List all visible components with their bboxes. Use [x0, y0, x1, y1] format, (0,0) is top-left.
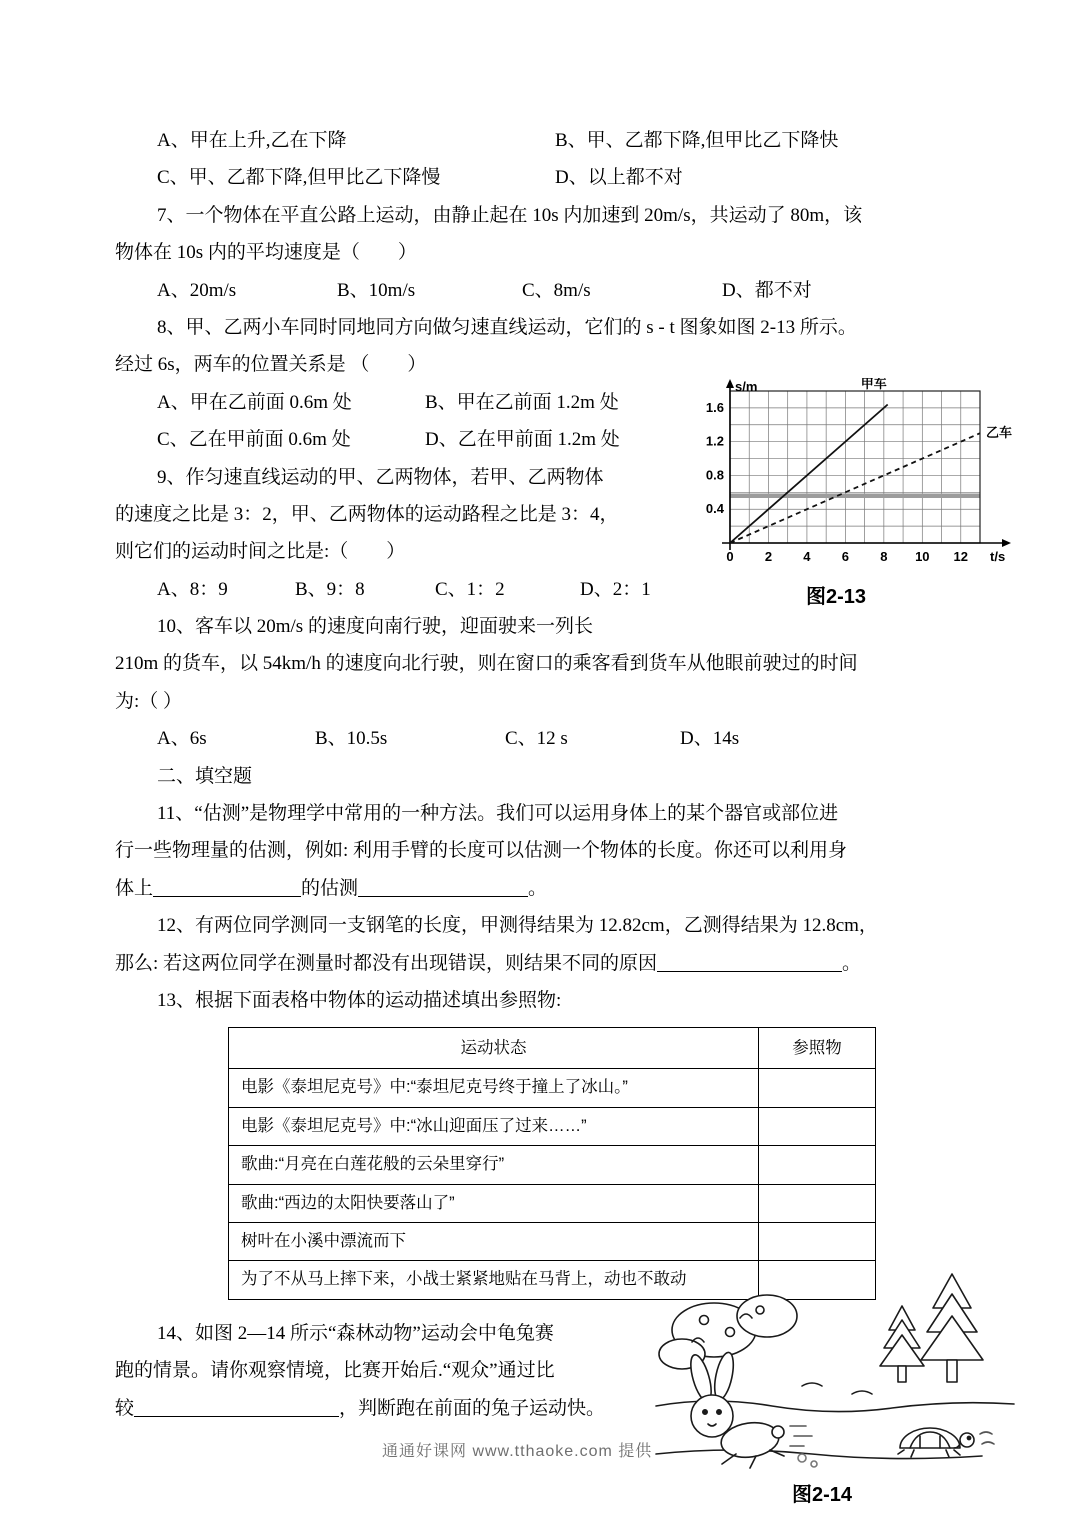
- text-line: [115, 234, 987, 271]
- text-line: [115, 197, 987, 234]
- y-tick-label: 1.2: [705, 433, 724, 449]
- text-segment: 为:（ ）: [115, 690, 183, 712]
- motion-lines: [790, 1426, 812, 1446]
- x-tick-label: 6: [841, 549, 850, 564]
- text-segment: 那么: 若这两位同学在测量时都没有出现错误，则结果不同的原因: [115, 952, 658, 974]
- text-line: [115, 795, 987, 832]
- text-segment: C、1：2: [435, 578, 505, 600]
- text-segment: B、甲在乙前面 1.2m 处: [425, 391, 619, 413]
- text-segment: A、甲在乙前面 0.6m 处: [157, 391, 352, 413]
- text-segment: D、14s: [680, 728, 740, 750]
- y-tick-label: 0.8: [705, 467, 724, 483]
- text-segment: 经过 6s，两车的位置关系是 （ ）: [115, 354, 427, 376]
- x-tick-label: 4: [803, 549, 811, 564]
- text-line: [115, 645, 987, 682]
- x-tick-label: 0: [726, 549, 734, 564]
- text-segment: 较: [115, 1397, 135, 1419]
- y-tick-label: 0.4: [705, 501, 724, 517]
- text-line: [115, 758, 987, 795]
- text-segment: B、甲、乙都下降,但甲比乙下降快: [555, 130, 839, 151]
- fill-in-blank[interactable]: [153, 876, 301, 897]
- text-segment: D、以上都不对: [555, 167, 683, 189]
- plot-frame: [730, 391, 980, 543]
- text-line: [115, 683, 987, 720]
- text-segment: A、6s: [157, 728, 207, 750]
- text-segment: B、10.5s: [315, 728, 388, 750]
- text-segment: 9、作匀速直线运动的甲、乙两物体，若甲、乙两物体: [157, 466, 604, 488]
- fill-in-blank[interactable]: [657, 951, 842, 972]
- reference-answer-cell[interactable]: [759, 1069, 876, 1107]
- table-header-row: [229, 1028, 876, 1069]
- x-tick-label: 12: [953, 549, 969, 564]
- text-segment: 7、一个物体在平直公路上运动，由静止起在 10s 内加速到 20m/s，共运动了 80m，该: [157, 204, 863, 226]
- text-segment: 13、根据下面表格中物体的运动描述填出参照物:: [157, 989, 562, 1011]
- text-segment: 的速度之比是 3：2，甲、乙两物体的运动路程之比是 3：4，: [115, 503, 619, 525]
- text-line: [115, 832, 987, 869]
- distance-time-graph: [690, 378, 1022, 584]
- text-line: [115, 608, 987, 645]
- text-segment: 。: [528, 877, 548, 899]
- forest-race-figure: [652, 1258, 1020, 1490]
- text-segment: 210m 的货车，以 54km/h 的速度向北行驶，则在窗口的乘客看到货车从他眼前驶过的时间: [115, 653, 858, 675]
- text-segment: A、8：9: [157, 578, 228, 600]
- text-line: [115, 945, 987, 982]
- race-cartoon: [652, 1258, 1020, 1490]
- column-header-motion-state: 运动状态: [229, 1028, 759, 1069]
- text-line: [115, 159, 987, 196]
- reference-answer-cell[interactable]: [759, 1107, 876, 1145]
- text-segment: D、乙在甲前面 1.2m 处: [425, 429, 620, 451]
- series-line-甲车: [730, 405, 888, 543]
- table-row: [229, 1223, 876, 1261]
- text-line: [115, 720, 987, 757]
- pine-tree-icon: [880, 1306, 924, 1382]
- text-segment: A、20m/s: [157, 279, 237, 301]
- x-tick-label: 10: [915, 549, 930, 564]
- motion-state-cell: 电影《泰坦尼克号》中:“泰坦尼克号终于撞上了冰山。”: [229, 1069, 759, 1107]
- column-header-reference: 参照物: [759, 1028, 876, 1069]
- text-line: [115, 122, 987, 159]
- text-segment: ，判断跑在前面的兔子运动快。: [339, 1397, 606, 1419]
- text-segment: 跑的情景。请你观察情境，比赛开始后.“观众”通过比: [115, 1360, 555, 1382]
- fill-in-blank[interactable]: [134, 1396, 339, 1417]
- text-segment: C、甲、乙都下降,但甲比乙下降慢: [157, 167, 441, 189]
- text-segment: C、乙在甲前面 0.6m 处: [157, 429, 351, 451]
- reference-answer-cell[interactable]: [759, 1146, 876, 1184]
- series-label: 甲车: [860, 378, 887, 391]
- x-axis-arrow: [1002, 539, 1011, 547]
- table-head: [229, 1028, 876, 1069]
- table-row: [229, 1107, 876, 1145]
- table-row: [229, 1069, 876, 1107]
- text-segment: 11、“估测”是物理学中常用的一种方法。我们可以运用身体上的某个器官或部位进: [157, 803, 839, 825]
- figure-2-13-caption: 图2-13: [806, 586, 867, 608]
- text-segment: 二、填空题: [157, 765, 253, 787]
- text-segment: 物体在 10s 内的平均速度是（ ）: [115, 242, 417, 264]
- text-segment: 。: [842, 952, 862, 974]
- graph-canvas: [690, 378, 1022, 584]
- question-text-block: [115, 122, 987, 1426]
- y-tick-label: 1.6: [705, 399, 724, 415]
- motion-state-cell: 歌曲:“西边的太阳快要落山了”: [229, 1184, 759, 1222]
- text-segment: 12、有两位同学测同一支钢笔的长度，甲测得结果为 12.82cm，乙测得结果为 12.8cm，: [157, 915, 878, 937]
- fill-in-blank[interactable]: [358, 876, 528, 897]
- text-segment: 8、甲、乙两小车同时同地同方向做匀速直线运动，它们的 s - t 图象如图 2-13 所示。: [157, 316, 857, 338]
- text-line: [115, 309, 987, 346]
- table-row: [229, 1184, 876, 1222]
- motion-state-cell: 歌曲:“月亮在白莲花般的云朵里穿行”: [229, 1146, 759, 1184]
- text-segment: 14、如图 2—14 所示“森林动物”运动会中龟兔赛: [157, 1322, 554, 1344]
- text-segment: C、8m/s: [522, 279, 591, 301]
- text-segment: C、12 s: [505, 728, 568, 750]
- text-segment: 则它们的运动时间之比是:（ ）: [115, 541, 406, 563]
- text-segment: D、都不对: [722, 279, 812, 301]
- reference-answer-cell[interactable]: [759, 1223, 876, 1261]
- text-line: [115, 982, 987, 1019]
- text-segment: B、10m/s: [337, 279, 416, 301]
- text-segment: 行一些物理量的估测，例如: 利用手臂的长度可以估测一个物体的长度。你还可以利用身: [115, 840, 848, 862]
- y-axis-label: s/m: [735, 379, 758, 394]
- pine-tree-icon: [921, 1274, 983, 1382]
- series-line-乙车: [730, 433, 980, 543]
- text-segment: 体上: [115, 877, 154, 899]
- watermark-footer: 通通好课网 www.tthaoke.com 提供: [382, 1443, 653, 1460]
- text-segment: A、甲在上升,乙在下降: [157, 130, 347, 151]
- motion-state-cell: 为了不从马上摔下来，小战士紧紧地贴在马背上，动也不敢动: [229, 1261, 759, 1299]
- text-line: [115, 272, 987, 309]
- reference-answer-cell[interactable]: [759, 1184, 876, 1222]
- motion-lines: [980, 1432, 994, 1444]
- text-line: [115, 907, 987, 944]
- x-axis-label: t/s: [990, 549, 1006, 564]
- figure-2-14-caption: 图2-14: [792, 1484, 853, 1506]
- text-segment: 的估测: [301, 877, 359, 899]
- x-tick-label: 8: [880, 549, 888, 564]
- text-segment: 10、客车以 20m/s 的速度向南行驶，迎面驶来一列长: [157, 616, 593, 638]
- y-axis-arrow: [726, 379, 734, 388]
- table-row: [229, 1146, 876, 1184]
- series-label: 乙车: [986, 425, 1013, 441]
- motion-state-cell: 电影《泰坦尼克号》中:“冰山迎面压了过来……”: [229, 1107, 759, 1145]
- x-tick-label: 2: [764, 549, 773, 564]
- text-segment: D、2：1: [580, 578, 651, 600]
- text-line: [115, 870, 987, 907]
- text-segment: B、9：8: [295, 578, 365, 600]
- turtle-icon: [898, 1428, 994, 1457]
- motion-state-cell: 树叶在小溪中漂流而下: [229, 1223, 759, 1261]
